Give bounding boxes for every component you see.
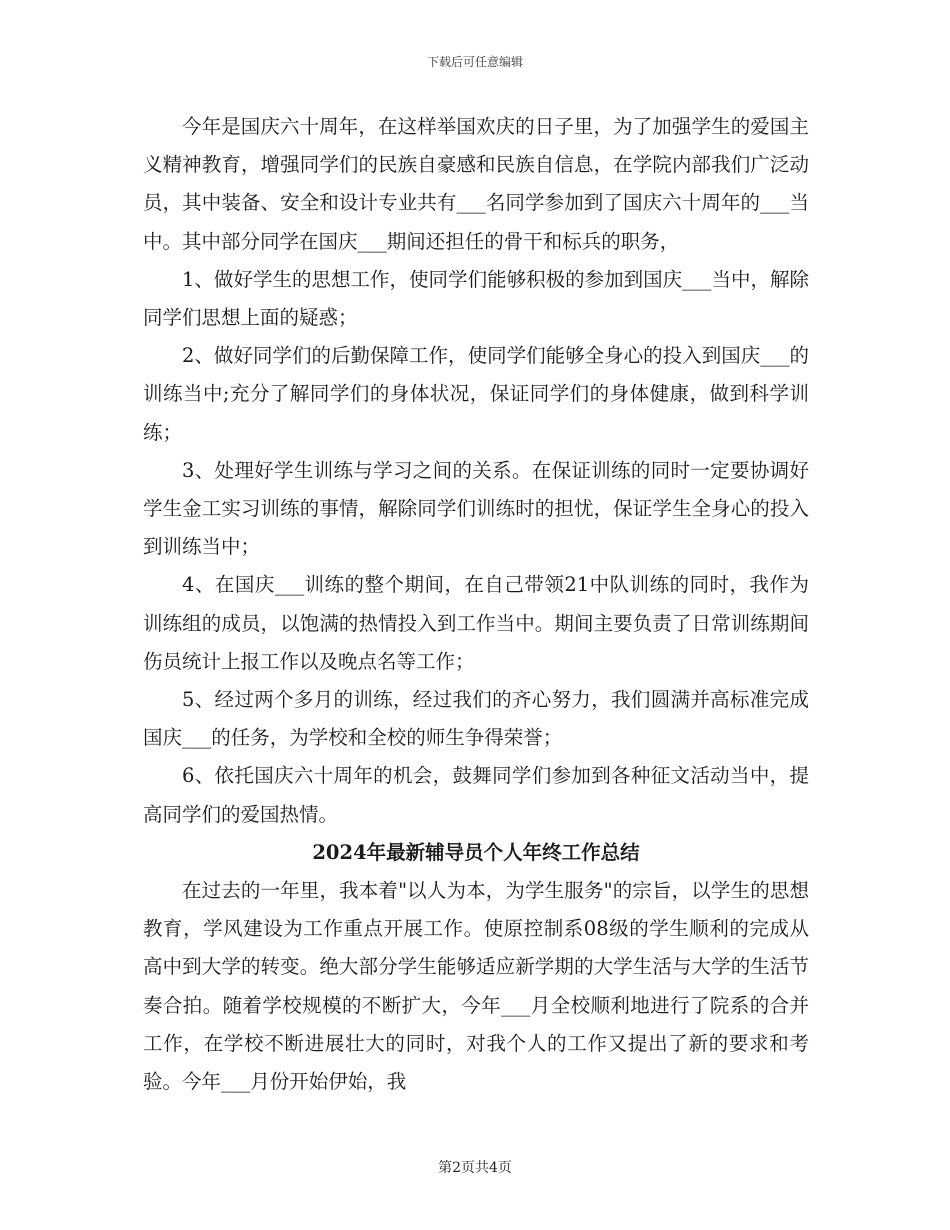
page-footer-number: 第2页共4页: [438, 1160, 512, 1176]
paragraph-item-6: 6、依托国庆六十周年的机会，鼓舞同学们参加到各种征文活动当中，提高同学们的爱国热情。: [143, 764, 809, 826]
paragraph-item-3: 3、处理好学生训练与学习之间的关系。在保证训练的同时一定要协调好学生金工实习训练的事情，解除同学们训练时的担忧，保证学生全身心的投入到训练当中；: [143, 458, 809, 559]
paragraph-item-4: 4、在国庆___训练的整个期间，在自己带领21中队训练的同时，我作为训练组的成员，以饱满的热情投入到工作当中。期间主要负责了日常训练期间伤员统计上报工作以及晚点名等工作；: [143, 573, 809, 673]
section-title: 2024年最新辅导员个人年终工作总结: [312, 840, 640, 864]
paragraph-item-2: 2、做好同学们的后勤保障工作，使同学们能够全身心的投入到国庆___的训练当中;充分了解同学们的身体状况，保证同学们的身体健康，做到科学训练；: [143, 344, 809, 444]
paragraph-intro: 今年是国庆六十周年，在这样举国欢庆的日子里，为了加强学生的爱国主义精神教育，增强同学们的民族自豪感和民族自信息，在学院内部我们广泛动员，其中装备、安全和设计专业共有___名同学参加到了国庆六十周年的___当中。其中部分同学在国庆___期间还担任的骨干和标兵的职务，: [143, 115, 809, 253]
section-paragraph: 在过去的一年里，我本着"以人为本，为学生服务"的宗旨，以学生的思想教育，学风建设为工作重点开展工作。使原控制系08级的学生顺利的完成从高中到大学的转变。绝大部分学生能够适应新学期的大学生活与大学的生活节奏合拍。随着学校规模的不断扩大，今年___月全校顺利地进行了院系的合并工作，在学校不断进展壮大的同时，对我个人的工作又提出了新的要求和考验。今年___月份开始伊始，我: [143, 879, 809, 1094]
paragraph-item-1: 1、做好学生的思想工作，使同学们能够积极的参加到国庆___当中，解除同学们思想上面的疑惑；: [143, 267, 809, 330]
paragraph-item-5: 5、经过两个多月的训练，经过我们的齐心努力，我们圆满并高标准完成国庆___的任务，为学校和全校的师生争得荣誉；: [143, 688, 809, 750]
page-header-note: 下载后可任意编辑: [426, 55, 523, 69]
document-body: [143, 108, 809, 1101]
